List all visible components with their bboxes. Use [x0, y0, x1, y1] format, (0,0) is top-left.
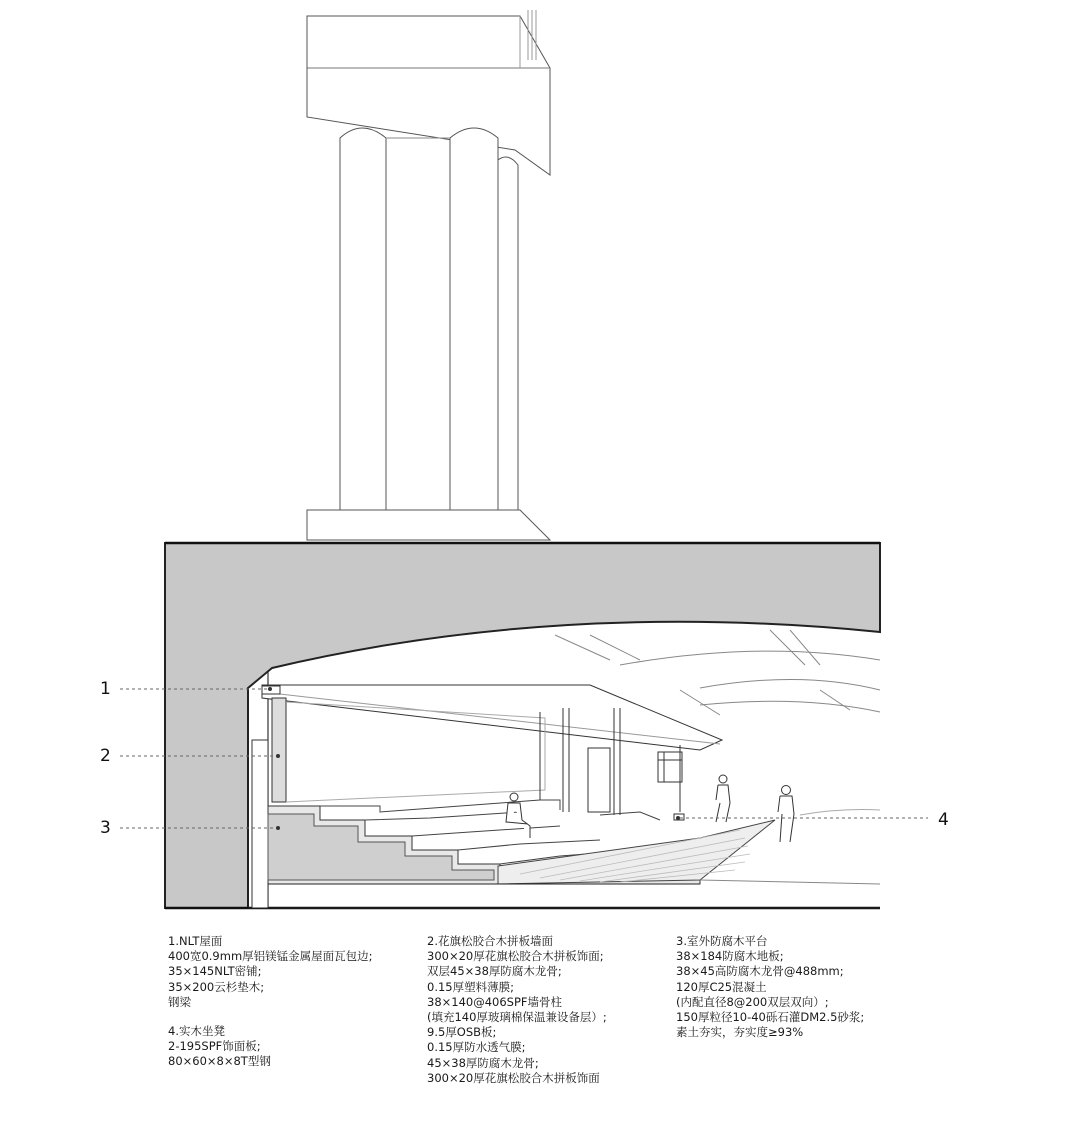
legend-item-3-line: 38×184防腐木地板;: [676, 949, 784, 964]
pier-column-left: [340, 128, 386, 510]
legend-item-3-line: 120厚C25混凝土: [676, 979, 767, 994]
legend-item-4-line: 80×60×8×8T型钢: [168, 1054, 271, 1069]
bridge-pier: [307, 10, 550, 540]
legend-item-3-line: (内配直径8@200双层双向）;: [676, 994, 829, 1009]
legend-item-3-title: 3.室外防腐木平台: [676, 934, 768, 948]
legend-column-2: [427, 934, 607, 1086]
legend-item-2-line: 300×20厚花旗松胶合木拼板饰面: [427, 1070, 600, 1085]
person-walking-1: [716, 775, 730, 822]
callout-number-4: 4: [938, 810, 949, 830]
legend-item-1-line: 35×145NLT密铺;: [168, 964, 262, 979]
legend-item-4-title: 4.实木坐凳: [168, 1024, 225, 1039]
legend-item-1-title: 1.NLT屋面: [168, 934, 223, 948]
legend-item-2-title: 2.花旗松胶合木拼板墙面: [427, 934, 553, 948]
legend-item-1-line: 钢梁: [168, 994, 191, 1009]
legend-item-2-line: 300×20厚花旗松胶合木拼板饰面;: [427, 949, 604, 964]
legend-column-1: [168, 934, 373, 1070]
legend-item-2-line: 9.5厚OSB板;: [427, 1025, 497, 1040]
legend-item-2-line: 38×140@406SPF墙骨柱: [427, 994, 563, 1009]
legend-item-1-line: 35×200云杉垫木;: [168, 979, 265, 994]
pier-column-back: [498, 157, 518, 510]
legend-item-3-line: 150厚粒径10-40砾石灌DM2.5砂浆;: [676, 1010, 865, 1025]
callout-number-3: 3: [100, 818, 111, 838]
callout-number-2: 2: [100, 746, 111, 766]
pier-base: [307, 510, 550, 540]
legend-item-2-line: 45×38厚防腐木龙骨;: [427, 1055, 539, 1070]
nlt-roof: [262, 685, 722, 750]
legend-item-2-line: 0.15厚防水透气膜;: [427, 1040, 526, 1055]
pier-column-right: [450, 128, 498, 510]
legend-item-1-line: 400宽0.9mm厚铝镁锰金属屋面瓦包边;: [168, 949, 373, 964]
person-sitting: [506, 793, 530, 838]
legend-item-2-line: 双层45×38厚防腐木龙骨;: [427, 964, 562, 979]
legend-item-2-line: (填充140厚玻璃棉保温兼设备层）;: [427, 1010, 607, 1025]
legend-item-3-line: 38×45高防腐木龙骨@488mm;: [676, 964, 844, 979]
legend-column-3: [676, 934, 864, 1040]
legend-item-3-line: 素土夯实，夯实度≥93%: [676, 1025, 804, 1040]
legend-item-2-line: 0.15厚塑料薄膜;: [427, 979, 514, 994]
callout-number-1: 1: [100, 679, 111, 699]
person-walking-2: [778, 786, 794, 843]
legend-item-4-line: 2-195SPF饰面板;: [168, 1039, 261, 1054]
